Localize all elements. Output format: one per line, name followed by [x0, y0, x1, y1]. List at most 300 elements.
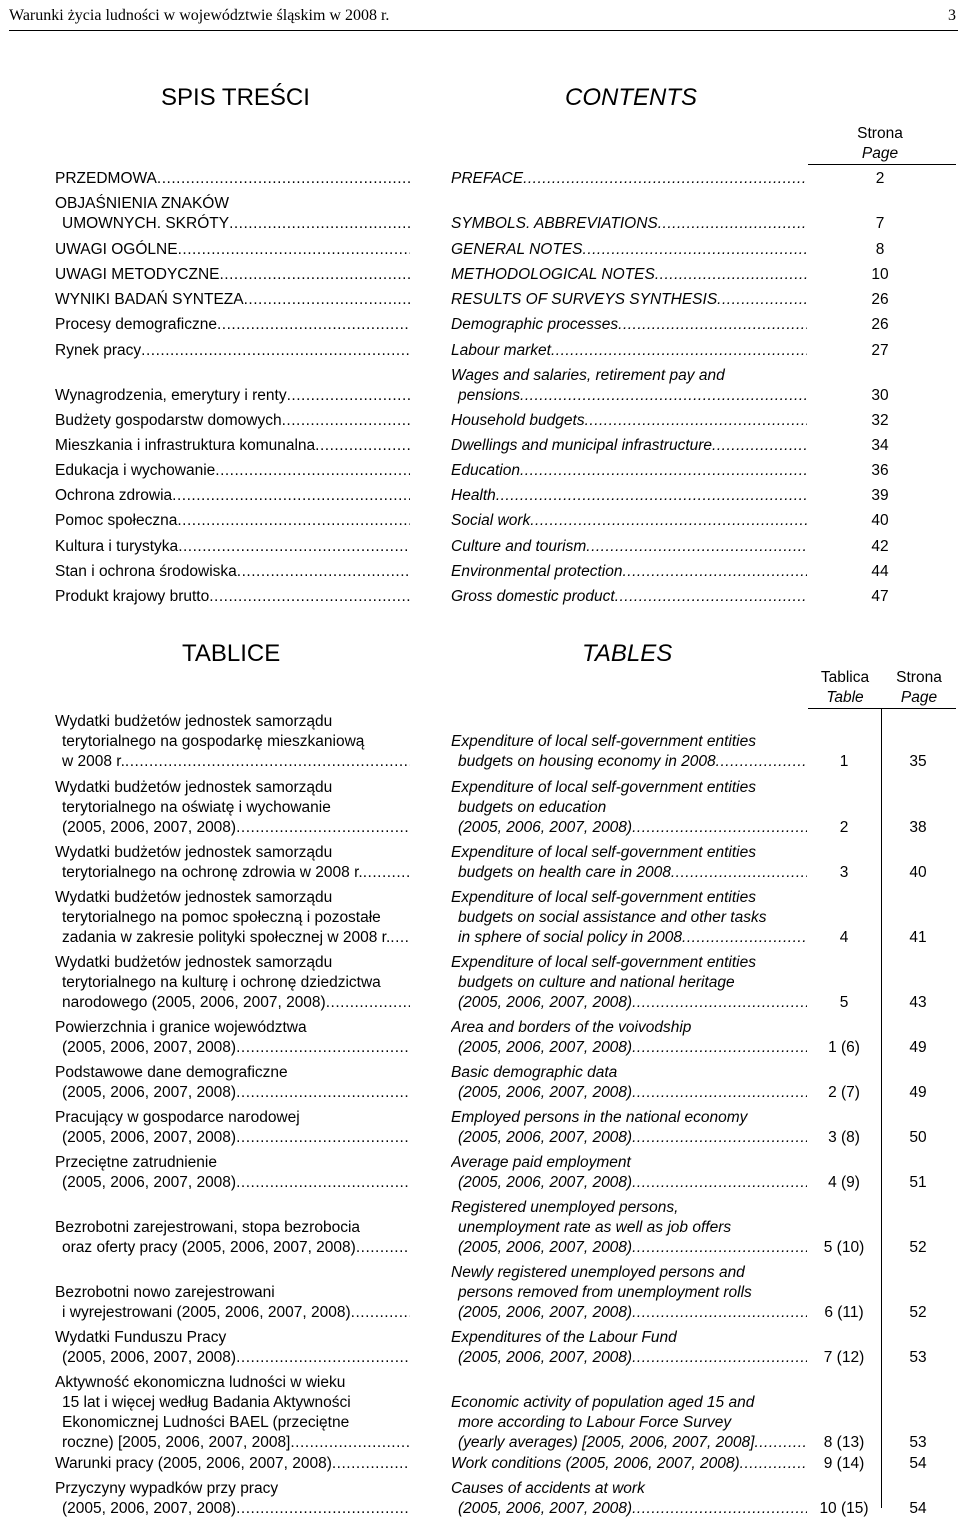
- entry-title-pl: [55, 778, 410, 838]
- entry-title-pl-text: Pracujący w gospodarce narodowej: [55, 1109, 300, 1126]
- entry-title-en: [451, 953, 807, 1013]
- tables-entry[interactable]: [0, 1373, 960, 1453]
- dot-leader: [172, 486, 410, 506]
- dot-leader: [632, 1083, 807, 1103]
- entry-title-en-text: SYMBOLS. ABBREVIATIONS: [451, 215, 658, 232]
- dot-leader: [315, 436, 410, 456]
- entry-title-pl-text: (2005, 2006, 2007, 2008): [62, 819, 237, 836]
- entry-title-en-text: Causes of accidents at work: [451, 1480, 645, 1497]
- dot-leader: [530, 511, 807, 531]
- table-number: 4 (9): [828, 1174, 860, 1191]
- page-number-cell: 52: [909, 1304, 927, 1321]
- entry-title-pl-line: [55, 1038, 410, 1058]
- entry-title-pl-line: [55, 993, 410, 1013]
- entry-title-en-text: Demographic processes: [451, 316, 619, 333]
- entry-title-en-line: [451, 341, 807, 361]
- entry-title-en-line: [451, 1454, 807, 1474]
- contents-entry[interactable]: [0, 265, 960, 285]
- entry-title-pl: [55, 169, 410, 189]
- dot-leader: [237, 562, 410, 582]
- entry-title-pl: [55, 537, 410, 557]
- entry-title-en: [451, 778, 807, 838]
- contents-entry[interactable]: [0, 587, 960, 607]
- entry-title-en-line: [451, 1128, 807, 1148]
- tables-entry[interactable]: [0, 712, 960, 772]
- entry-title-en-line: [451, 436, 807, 456]
- entry-title-pl-line: [55, 486, 410, 506]
- dot-leader: [632, 1499, 807, 1519]
- entry-title-pl-text: roczne) [2005, 2006, 2007, 2008]: [62, 1434, 291, 1451]
- entry-title-pl-line: [55, 1283, 410, 1303]
- table-number: 3 (8): [828, 1129, 860, 1146]
- entry-title-pl: [55, 1153, 410, 1193]
- entry-title-en-text: Area and borders of the voivodship: [451, 1019, 692, 1036]
- page-number-cell: 49: [909, 1039, 927, 1056]
- entry-title-pl-text: Rynek pracy: [55, 342, 142, 359]
- entry-title-pl-text: Przeciętne zatrudnienie: [55, 1154, 217, 1171]
- entry-title-en-text: Gross domestic product: [451, 588, 615, 605]
- entry-title-pl: [55, 1063, 410, 1103]
- entry-title-en-line: [451, 1499, 807, 1519]
- entry-title-pl-text: (2005, 2006, 2007, 2008): [62, 1084, 237, 1101]
- dot-leader: [236, 1038, 410, 1058]
- entry-title-pl: [55, 290, 410, 310]
- entry-title-pl-line: [55, 1328, 410, 1348]
- dot-leader: [125, 752, 410, 772]
- entry-title-en-line: [451, 1303, 807, 1323]
- entry-title-pl-line: [55, 265, 410, 285]
- page-number-cell: 42: [871, 538, 889, 555]
- entry-title-pl: [55, 1454, 410, 1474]
- dot-leader: [632, 1303, 807, 1323]
- entry-title-en-text: (yearly averages) [2005, 2006, 2007, 2008]: [458, 1434, 755, 1451]
- dot-leader: [551, 341, 807, 361]
- page-number-cell: 41: [909, 929, 927, 946]
- contents-entry[interactable]: [0, 240, 960, 260]
- dot-leader: [658, 214, 807, 234]
- contents-heading-en: CONTENTS: [565, 84, 697, 111]
- entry-title-en-text: in sphere of social policy in 2008: [458, 929, 683, 946]
- dot-leader: [632, 993, 807, 1013]
- entry-title-en: [451, 1263, 807, 1323]
- page-number-cell: 27: [871, 342, 889, 359]
- tables-entry[interactable]: [0, 1108, 960, 1148]
- entry-title-en-text: Dwellings and municipal infrastructure: [451, 437, 713, 454]
- table-number: 8 (13): [823, 1434, 865, 1451]
- entry-title-en: [451, 290, 807, 310]
- entry-title-en-text: GENERAL NOTES: [451, 241, 583, 258]
- entry-title-pl-text: OBJAŚNIENIA ZNAKÓW: [55, 195, 229, 212]
- entry-title-en: [451, 562, 807, 582]
- entry-title-pl-line: [55, 888, 410, 908]
- tables-entry[interactable]: [0, 1454, 960, 1474]
- entry-title-pl-text: terytorialnego na pomoc społeczną i pozostałe: [62, 909, 381, 926]
- entry-title-en-line: [451, 511, 807, 531]
- entry-title-en: [451, 1393, 807, 1453]
- entry-title-en-text: persons removed from unemployment rolls: [458, 1284, 752, 1301]
- entry-title-pl-line: [55, 908, 410, 928]
- page-number-cell: 7: [875, 215, 885, 232]
- entry-title-en-line: [451, 240, 807, 260]
- tables-entry[interactable]: [0, 843, 960, 883]
- entry-title-en-line: [451, 1328, 807, 1348]
- dot-leader: [178, 240, 410, 260]
- entry-title-pl-line: [55, 537, 410, 557]
- dot-leader: [290, 1433, 410, 1453]
- entry-title-en-text: Expenditure of local self-government entities: [451, 733, 756, 750]
- entry-title-en-line: [451, 928, 807, 948]
- entry-title-pl-line: [55, 562, 410, 582]
- dot-leader: [618, 315, 807, 335]
- contents-entry[interactable]: [0, 366, 960, 406]
- entry-title-en-text: Expenditure of local self-government entities: [451, 844, 756, 861]
- dot-leader: [177, 511, 410, 531]
- entry-title-pl-line: [55, 511, 410, 531]
- entry-title-pl-text: narodowego (2005, 2006, 2007, 2008): [62, 994, 326, 1011]
- entry-title-pl-line: [55, 818, 410, 838]
- entry-title-pl: [55, 486, 410, 506]
- tables-entry[interactable]: [0, 1063, 960, 1103]
- entry-title-en-line: [451, 486, 807, 506]
- page-number-cell: 26: [871, 291, 889, 308]
- entry-title-en-line: [451, 908, 807, 928]
- dot-leader: [615, 587, 807, 607]
- dot-leader: [523, 169, 807, 189]
- contents-entry[interactable]: [0, 486, 960, 506]
- entry-title-en-text: Education: [451, 462, 520, 479]
- entry-title-en-text: pensions: [458, 387, 521, 404]
- entry-title-en: [451, 411, 807, 431]
- entry-title-en-text: Expenditure of local self-government entities: [451, 779, 756, 796]
- dot-leader: [332, 1454, 410, 1474]
- contents-entry[interactable]: [0, 511, 960, 531]
- contents-entry[interactable]: [0, 436, 960, 456]
- entry-title-pl-text: Powierzchnia i granice województwa: [55, 1019, 307, 1036]
- entry-title-pl-text: UWAGI METODYCZNE: [55, 266, 220, 283]
- dot-leader: [236, 1083, 410, 1103]
- entry-title-en-line: [451, 778, 807, 798]
- entry-title-en-line: [451, 265, 807, 285]
- dot-leader: [236, 1128, 410, 1148]
- page-number-cell: 49: [909, 1084, 927, 1101]
- page-number-cell: 54: [909, 1455, 927, 1472]
- entry-title-pl: [55, 511, 410, 531]
- entry-title-en-text: PREFACE: [451, 170, 524, 187]
- entry-title-en-text: (2005, 2006, 2007, 2008): [458, 1349, 633, 1366]
- page-number-cell: 40: [909, 864, 927, 881]
- entry-title-en-line: [451, 1413, 807, 1433]
- entry-title-en-text: budgets on health care in 2008: [458, 864, 671, 881]
- table-number: 1: [839, 753, 849, 770]
- entry-title-en: [451, 1454, 807, 1474]
- entry-title-pl-text: Ochrona zdrowia: [55, 487, 173, 504]
- entry-title-en-line: [451, 169, 807, 189]
- dot-leader: [236, 1348, 410, 1368]
- contents-entry[interactable]: [0, 411, 960, 431]
- entry-title-pl-text: i wyrejestrowani (2005, 2006, 2007, 2008): [62, 1304, 351, 1321]
- tables-heading-en: TABLES: [582, 640, 673, 667]
- tables-entry[interactable]: [0, 1263, 960, 1323]
- entry-title-en-line: [451, 818, 807, 838]
- entry-title-en-text: more according to Labour Force Survey: [458, 1414, 732, 1431]
- entry-title-pl-line: [55, 953, 410, 973]
- entry-title-pl-line: [55, 1433, 410, 1453]
- dot-leader: [282, 411, 410, 431]
- dot-leader: [217, 315, 410, 335]
- entry-title-en: [451, 341, 807, 361]
- entry-title-pl-text: Bezrobotni zarejestrowani, stopa bezrobocia: [55, 1219, 361, 1236]
- entry-title-en: [451, 1328, 807, 1368]
- entry-title-en-text: (2005, 2006, 2007, 2008): [458, 1304, 633, 1321]
- entry-title-en-line: [451, 993, 807, 1013]
- entry-title-pl-line: [55, 863, 410, 883]
- entry-title-pl-line: [55, 290, 410, 310]
- entry-title-pl-text: Budżety gospodarstw domowych: [55, 412, 282, 429]
- dot-leader: [219, 265, 410, 285]
- entry-title-pl-line: [55, 1218, 410, 1238]
- dot-leader: [215, 461, 410, 481]
- entry-title-en-text: Health: [451, 487, 496, 504]
- entry-title-en-text: Expenditure of local self-government entities: [451, 954, 756, 971]
- dot-leader: [712, 436, 807, 456]
- tables-page-col-label-pl: Strona: [896, 669, 942, 686]
- entry-title-pl: [55, 240, 410, 260]
- entry-title-pl-text: terytorialnego na ochronę zdrowia w 2008 r.: [62, 864, 363, 881]
- entry-title-pl-text: Mieszkania i infrastruktura komunalna: [55, 437, 316, 454]
- dot-leader: [496, 486, 807, 506]
- contents-entry[interactable]: [0, 537, 960, 557]
- contents-entry[interactable]: [0, 169, 960, 189]
- entry-title-pl-text: terytorialnego na oświatę i wychowanie: [62, 799, 331, 816]
- entry-title-pl: [55, 436, 410, 456]
- page-number-cell: 52: [909, 1239, 927, 1256]
- entry-title-en-line: [451, 1479, 807, 1499]
- entry-title-en-text: budgets on social assistance and other tasks: [458, 909, 767, 926]
- entry-title-pl: [55, 315, 410, 335]
- entry-title-en-text: Newly registered unemployed persons and: [451, 1264, 745, 1281]
- entry-title-pl: [55, 1328, 410, 1368]
- dot-leader: [229, 214, 410, 234]
- entry-title-en-text: budgets on housing economy in 2008: [458, 753, 716, 770]
- entry-title-en-line: [451, 1348, 807, 1368]
- dot-leader: [390, 928, 410, 948]
- entry-title-en-line: [451, 953, 807, 973]
- entry-title-en: [451, 461, 807, 481]
- entry-title-en-line: [451, 732, 807, 752]
- dot-leader: [236, 818, 410, 838]
- dot-leader: [356, 1238, 410, 1258]
- entry-title-pl-text: Bezrobotni nowo zarejestrowani: [55, 1284, 275, 1301]
- contents-entry[interactable]: [0, 341, 960, 361]
- tables-entry[interactable]: [0, 1153, 960, 1193]
- entry-title-pl-text: Aktywność ekonomiczna ludności w wieku: [55, 1374, 346, 1391]
- entry-title-pl: [55, 341, 410, 361]
- dot-leader: [740, 1454, 807, 1474]
- contents-header-rule: [808, 164, 956, 165]
- entry-title-en-text: RESULTS OF SURVEYS SYNTHESIS: [451, 291, 718, 308]
- entry-title-en-line: [451, 1038, 807, 1058]
- entry-title-pl-line: [55, 1128, 410, 1148]
- entry-title-pl-text: (2005, 2006, 2007, 2008): [62, 1039, 237, 1056]
- page-number-cell: 30: [871, 387, 889, 404]
- entry-title-pl-line: [55, 1083, 410, 1103]
- dot-leader: [671, 863, 807, 883]
- entry-title-pl-text: Kultura i turystyka: [55, 538, 179, 555]
- tables-entry[interactable]: [0, 953, 960, 1013]
- entry-title-en-text: (2005, 2006, 2007, 2008): [458, 1039, 633, 1056]
- page-col-label-pl: Strona: [857, 125, 903, 142]
- entry-title-pl-line: [55, 973, 410, 993]
- dot-leader: [351, 1303, 410, 1323]
- entry-title-pl-line: [55, 712, 410, 732]
- entry-title-en-text: Environmental protection: [451, 563, 623, 580]
- entry-title-en: [451, 1108, 807, 1148]
- tables-entry[interactable]: [0, 888, 960, 948]
- entry-title-pl: [55, 1373, 410, 1453]
- page-number-cell: 40: [871, 512, 889, 529]
- entry-title-en: [451, 315, 807, 335]
- entry-title-en: [451, 214, 807, 234]
- dot-leader: [632, 818, 807, 838]
- table-number: 6 (11): [824, 1304, 864, 1321]
- table-number: 1 (6): [828, 1039, 860, 1056]
- page-number-cell: 54: [909, 1500, 927, 1517]
- entry-title-pl: [55, 1108, 410, 1148]
- entry-title-en-line: [451, 290, 807, 310]
- page-number-cell: 44: [871, 563, 889, 580]
- entry-title-en-text: budgets on culture and national heritage: [458, 974, 735, 991]
- entry-title-en-text: Average paid employment: [451, 1154, 631, 1171]
- contents-heading-pl: SPIS TREŚCI: [161, 84, 310, 111]
- entry-title-pl-text: Pomoc społeczna: [55, 512, 178, 529]
- entry-title-en-line: [451, 537, 807, 557]
- page-number-cell: 51: [909, 1174, 927, 1191]
- dot-leader: [717, 290, 807, 310]
- entry-title-pl-text: UMOWNYCH. SKRÓTY: [62, 215, 230, 232]
- dot-leader: [520, 461, 807, 481]
- tables-entry[interactable]: [0, 1328, 960, 1368]
- dot-leader: [141, 341, 410, 361]
- page-number-cell: 35: [909, 753, 927, 770]
- dot-leader: [209, 587, 410, 607]
- entry-title-en: [451, 1018, 807, 1058]
- dot-leader: [655, 265, 807, 285]
- entry-title-en-line: [451, 863, 807, 883]
- entry-title-en-text: Economic activity of population aged 15 and: [451, 1394, 755, 1411]
- dot-leader: [585, 411, 807, 431]
- entry-title-pl-line: [55, 1108, 410, 1128]
- entry-title-en-text: (2005, 2006, 2007, 2008): [458, 1084, 633, 1101]
- page-number-cell: 10: [871, 266, 889, 283]
- publication-title: Warunki życia ludności w województwie śląskim w 2008 r.: [9, 7, 390, 24]
- dot-leader: [244, 290, 410, 310]
- entry-title-pl: [55, 461, 410, 481]
- tables-entry[interactable]: [0, 778, 960, 838]
- page-col-label-en: Page: [861, 145, 899, 162]
- entry-title-en-line: [451, 386, 807, 406]
- entry-title-en-line: [451, 1018, 807, 1038]
- entry-title-pl-line: [55, 169, 410, 189]
- entry-title-pl-text: (2005, 2006, 2007, 2008): [62, 1174, 237, 1191]
- entry-title-pl-line: [55, 587, 410, 607]
- page-number-cell: 8: [875, 241, 885, 258]
- tables-entry[interactable]: [0, 1479, 960, 1519]
- dot-leader: [236, 1173, 410, 1193]
- entry-title-en: [451, 1479, 807, 1519]
- entry-title-en: [451, 265, 807, 285]
- table-number: 2: [839, 819, 849, 836]
- entry-title-pl-text: Wydatki budżetów jednostek samorządu: [55, 779, 333, 796]
- entry-title-pl-line: [55, 315, 410, 335]
- entry-title-pl: [55, 1218, 410, 1258]
- entry-title-pl: [55, 712, 410, 772]
- entry-title-en: [451, 436, 807, 456]
- tables-entry[interactable]: [0, 1018, 960, 1058]
- entry-title-en-line: [451, 1283, 807, 1303]
- entry-title-pl-line: [55, 1454, 410, 1474]
- page-number-cell: 47: [871, 588, 889, 605]
- entry-title-pl-text: Przyczyny wypadków przy pracy: [55, 1480, 279, 1497]
- contents-entry[interactable]: [0, 461, 960, 481]
- entry-title-en-text: Labour market: [451, 342, 551, 359]
- entry-title-pl-line: [55, 436, 410, 456]
- page-number-cell: 39: [871, 487, 889, 504]
- dot-leader: [632, 1173, 807, 1193]
- entry-title-pl-line: [55, 240, 410, 260]
- table-col-label-en: Table: [826, 689, 864, 706]
- entry-title-pl-text: Procesy demograficzne: [55, 316, 217, 333]
- entry-title-en-line: [451, 411, 807, 431]
- dot-leader: [632, 1238, 807, 1258]
- entry-title-en-line: [451, 1083, 807, 1103]
- entry-title-pl-line: [55, 1413, 410, 1433]
- entry-title-pl-line: [55, 1238, 410, 1258]
- entry-title-en-text: Employed persons in the national economy: [451, 1109, 748, 1126]
- entry-title-pl-line: [55, 1018, 410, 1038]
- page-number-cell: 43: [909, 994, 927, 1011]
- entry-title-en-text: Registered unemployed persons,: [451, 1199, 679, 1216]
- entry-title-pl-text: Ekonomicznej Ludności BAEL (przeciętne: [62, 1414, 350, 1431]
- entry-title-pl-line: [55, 1348, 410, 1368]
- contents-entry[interactable]: [0, 194, 960, 234]
- entry-title-en-line: [451, 1153, 807, 1173]
- entry-title-en-text: budgets on education: [458, 799, 607, 816]
- entry-title-pl-text: Edukacja i wychowanie: [55, 462, 216, 479]
- entry-title-pl-text: Wydatki budżetów jednostek samorządu: [55, 713, 333, 730]
- contents-entry[interactable]: [0, 290, 960, 310]
- table-col-label-pl: Tablica: [820, 669, 870, 686]
- entry-title-en: [451, 169, 807, 189]
- entry-title-pl: [55, 386, 410, 406]
- entry-title-pl-text: Wydatki budżetów jednostek samorządu: [55, 889, 333, 906]
- page-number: 3: [948, 7, 956, 24]
- contents-entry[interactable]: [0, 562, 960, 582]
- entry-title-pl: [55, 587, 410, 607]
- tables-entry[interactable]: [0, 1198, 960, 1258]
- running-header: [9, 6, 958, 31]
- page-number-cell: 32: [871, 412, 889, 429]
- entry-title-en-text: (2005, 2006, 2007, 2008): [458, 1129, 633, 1146]
- contents-entry[interactable]: [0, 315, 960, 335]
- entry-title-pl-text: PRZEDMOWA: [55, 170, 157, 187]
- entry-title-en-line: [451, 562, 807, 582]
- entry-title-pl: [55, 1283, 410, 1323]
- entry-title-pl-line: [55, 1173, 410, 1193]
- entry-title-en-line: [451, 752, 807, 772]
- entry-title-en: [451, 537, 807, 557]
- entry-title-en-line: [451, 1218, 807, 1238]
- dot-leader: [632, 1128, 807, 1148]
